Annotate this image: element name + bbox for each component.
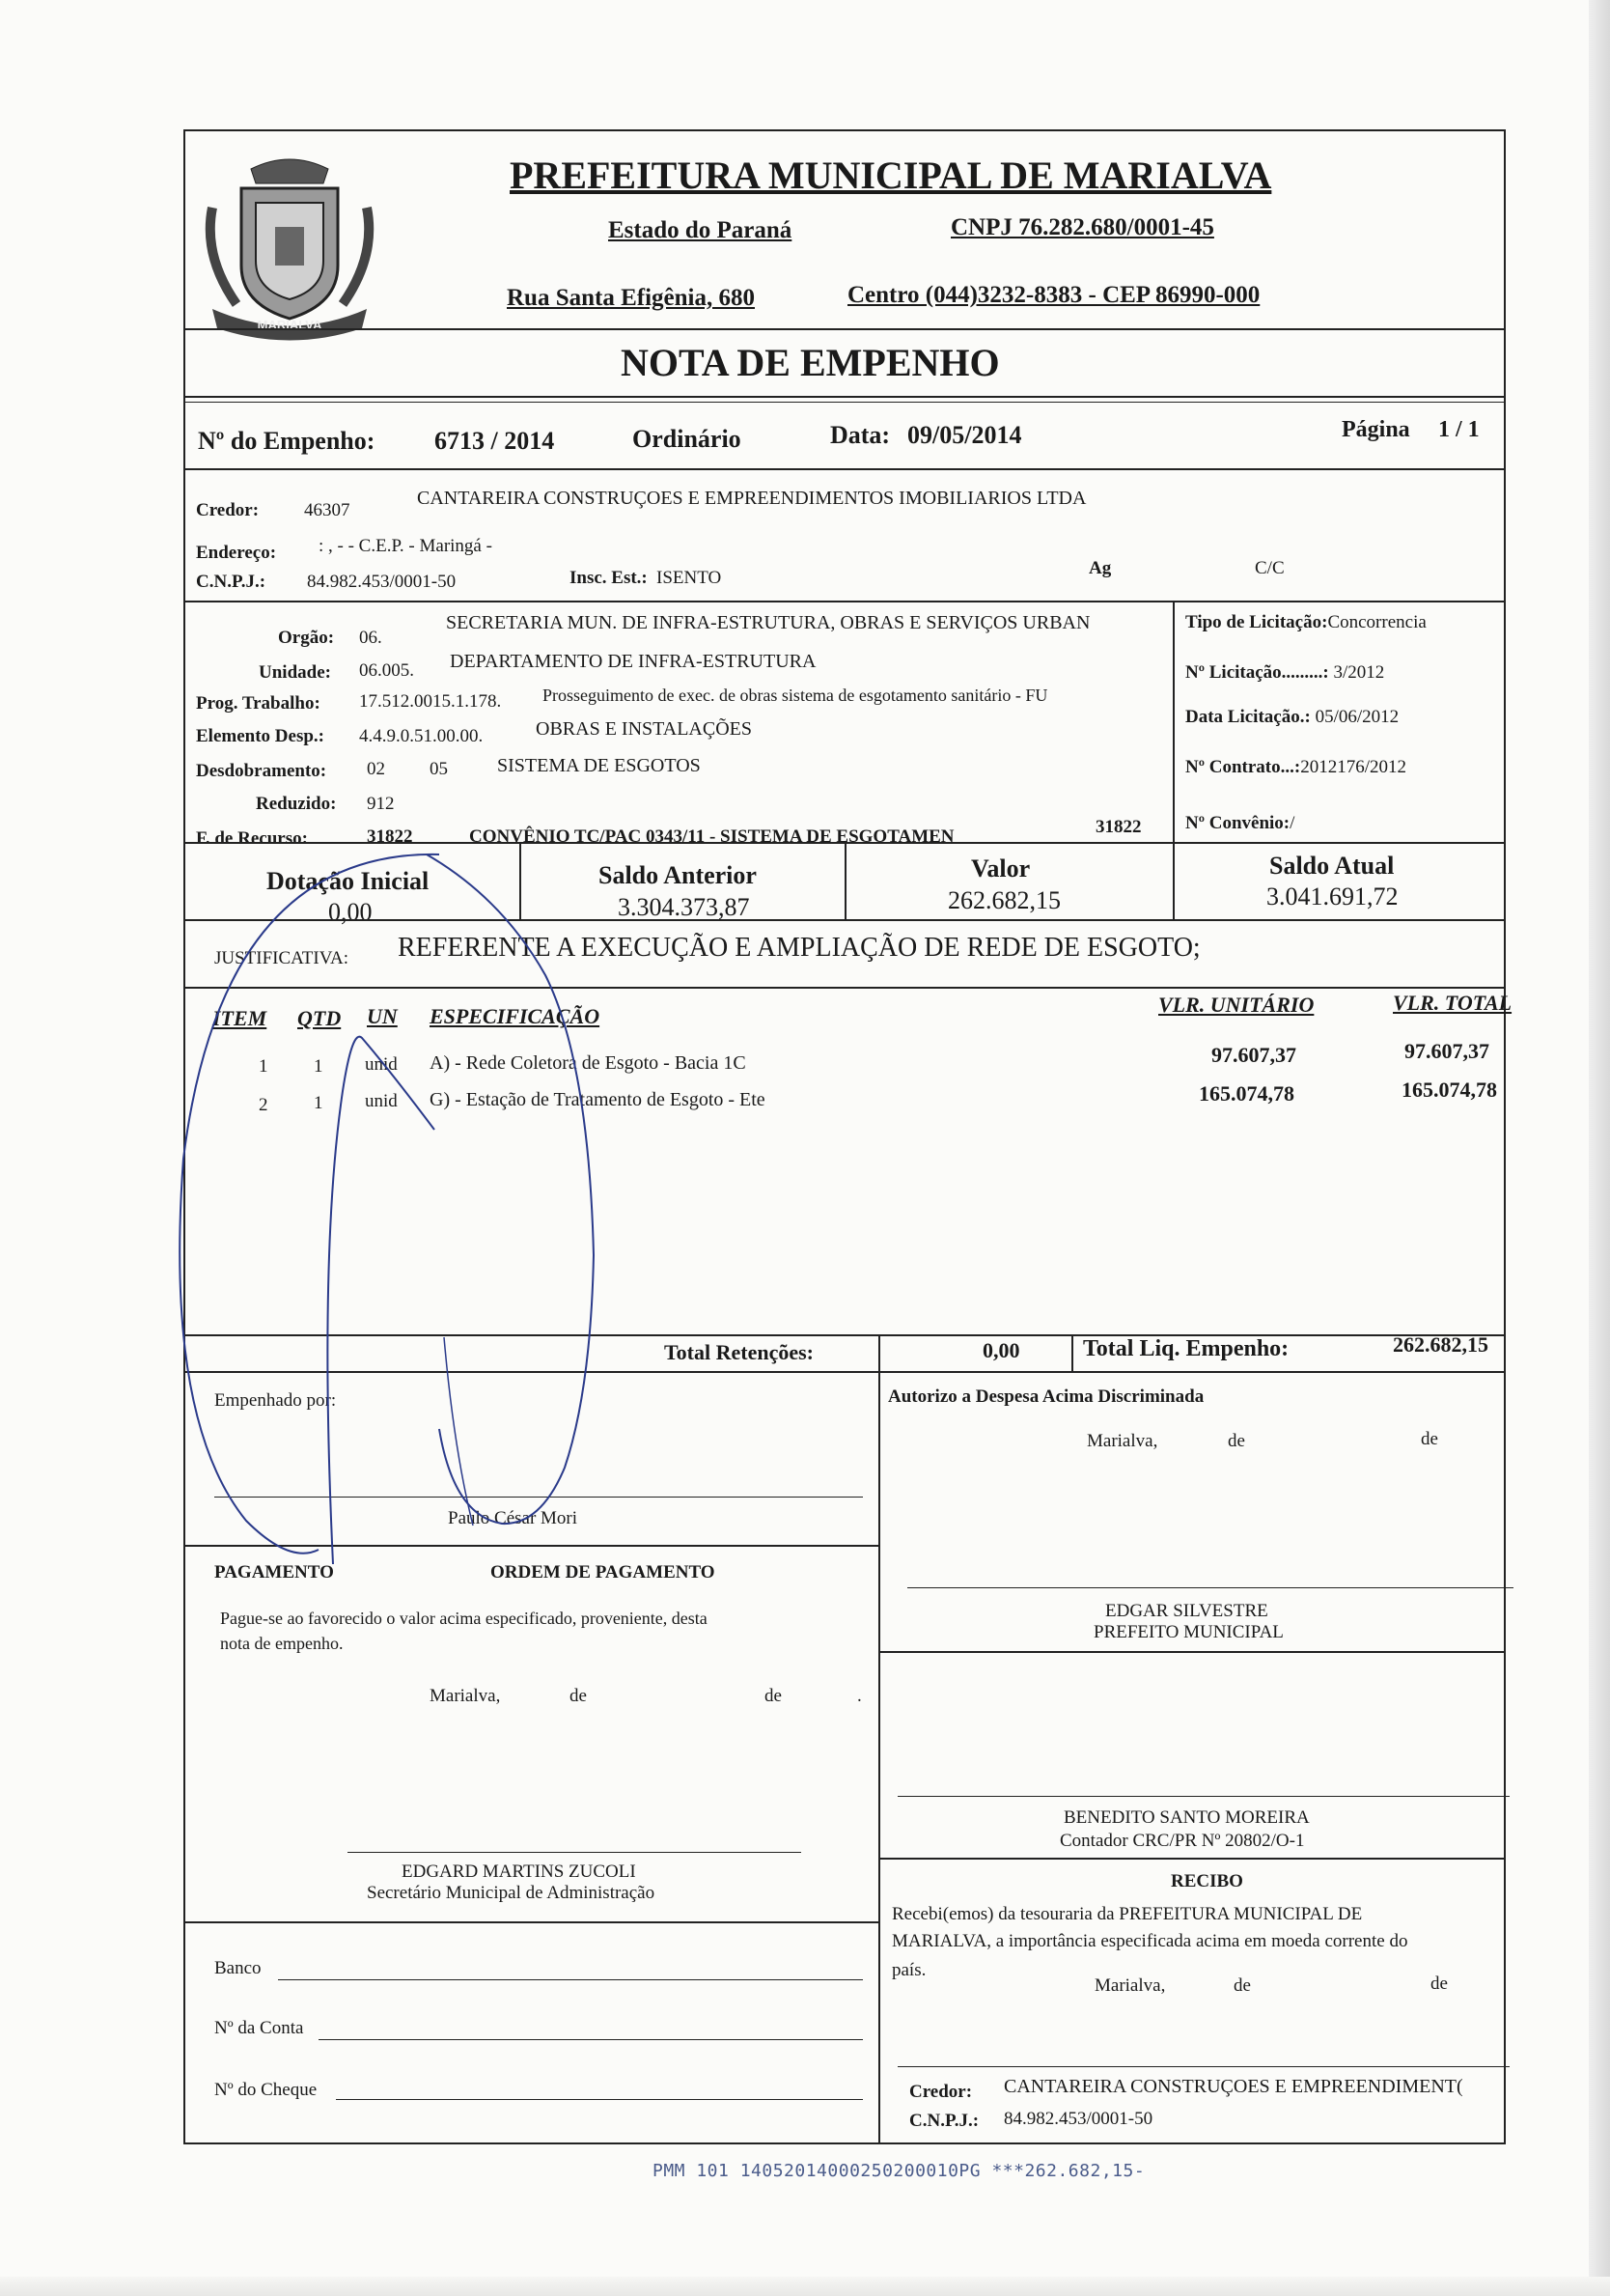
scan-edge-bottom xyxy=(0,2277,1610,2296)
divider xyxy=(183,328,1506,330)
item-qtd: 1 xyxy=(314,1093,323,1113)
divider xyxy=(845,842,847,919)
signature-line xyxy=(214,1497,863,1498)
insc-value: ISENTO xyxy=(656,568,722,588)
coat-of-arms-icon xyxy=(193,150,386,343)
item-un: unid xyxy=(365,1091,398,1111)
date-label: Data: xyxy=(830,421,891,449)
divider xyxy=(183,1545,878,1547)
scan-edge-right xyxy=(1589,0,1610,2296)
recurso-code-2: 31822 xyxy=(1096,817,1142,837)
total-liq-label: Total Liq. Empenho: xyxy=(1083,1336,1290,1361)
orgao-name: SECRETARIA MUN. DE INFRA-ESTRUTURA, OBRAS E SERVIÇOS URBAN xyxy=(446,612,1091,633)
footer-code: PMM 101 14052014000250200010PG ***262.682,15- xyxy=(652,2161,1146,2181)
unidade-code: 06.005. xyxy=(359,660,414,681)
conta-field[interactable] xyxy=(319,2039,863,2040)
contrato-label: Nº Contrato...: xyxy=(1185,757,1301,777)
saldo-atual-label: Saldo Atual xyxy=(1269,852,1395,880)
header-cnpj: CNPJ 76.282.680/0001-45 xyxy=(951,214,1214,240)
retencoes-value: 0,00 xyxy=(983,1338,1020,1362)
total-liq-value: 262.682,15 xyxy=(1393,1332,1488,1357)
data-licitacao xyxy=(1185,707,1399,728)
contador-role: Contador CRC/PR Nº 20802/O-1 xyxy=(1060,1831,1305,1851)
item-number: 1 xyxy=(259,1056,268,1077)
pagamento-text-1: Pague-se ao favorecido o valor acima especificado, proveniente, desta xyxy=(220,1609,708,1628)
pagamento-text-2: nota de empenho. xyxy=(220,1634,344,1653)
col-item: ITEM xyxy=(212,1006,267,1030)
recurso-name: CONVÊNIO TC/PAC 0343/11 - SISTEMA DE ESGOTAMEN xyxy=(469,826,955,847)
banco-label: Banco xyxy=(214,1958,262,1978)
prog-code: 17.512.0015.1.178. xyxy=(359,691,502,712)
divider xyxy=(183,987,1506,989)
credor-label: Credor: xyxy=(196,500,260,520)
col-qtd: QTD xyxy=(297,1006,342,1030)
convenio-value: / xyxy=(1290,813,1295,833)
pagamento-dot: . xyxy=(857,1686,862,1706)
cheque-label: Nº do Cheque xyxy=(214,2080,318,2100)
tipo-licitacao xyxy=(1185,612,1427,633)
empenhado-name: Paulo César Mori xyxy=(448,1508,578,1528)
item-unit-value: 97.607,37 xyxy=(1211,1043,1296,1067)
recibo-text-2: MARIALVA, a importância especificada acima em moeda corrente do xyxy=(892,1931,1408,1951)
endereco-label: Endereço: xyxy=(196,543,277,563)
recibo-city: Marialva, xyxy=(1095,1975,1166,1996)
empenho-number-label: Nº do Empenho: xyxy=(198,427,375,455)
saldo-atual-value: 3.041.691,72 xyxy=(1266,882,1399,910)
retencoes-label: Total Retenções: xyxy=(664,1340,814,1364)
col-especificacao: ESPECIFICAÇÃO xyxy=(430,1004,600,1028)
recibo-cnpj: 84.982.453/0001-50 xyxy=(1004,2109,1153,2129)
elemento-code: 4.4.9.0.51.00.00. xyxy=(359,726,484,746)
page-number: 1 / 1 xyxy=(1438,417,1480,442)
divider xyxy=(183,1921,878,1923)
num-licitacao-label: Nº Licitação.........: xyxy=(1185,662,1329,683)
pagamento-de-1: de xyxy=(569,1686,587,1706)
item-unit-value: 165.074,78 xyxy=(1199,1081,1294,1106)
prefeito-role: PREFEITO MUNICIPAL xyxy=(1094,1622,1284,1642)
recibo-cnpj-label: C.N.P.J.: xyxy=(909,2111,980,2131)
recibo-de-1: de xyxy=(1234,1975,1251,1996)
credor-name: CANTAREIRA CONSTRUÇOES E EMPREENDIMENTOS IMOBILIARIOS LTDA xyxy=(417,488,1087,509)
signature-line xyxy=(347,1852,801,1853)
ordem-pagamento-label: ORDEM DE PAGAMENTO xyxy=(490,1562,715,1582)
recurso-code: 31822 xyxy=(367,826,413,847)
prog-name: Prosseguimento de exec. de obras sistema de esgotamento sanitário - FU xyxy=(542,686,1048,705)
contrato-value: 2012176/2012 xyxy=(1300,757,1406,777)
empenho-number: 6713 / 2014 xyxy=(434,427,555,455)
item-especificacao: G) - Estação de Tratamento de Esgoto - Ete xyxy=(430,1089,765,1110)
elemento-label: Elemento Desp.: xyxy=(196,726,324,746)
nota-empenho-title: NOTA DE EMPENHO xyxy=(621,341,1000,384)
tipo-licitacao-value: Concorrencia xyxy=(1327,612,1427,632)
item-number: 2 xyxy=(259,1095,268,1115)
banco-field[interactable] xyxy=(278,1979,863,1980)
secretario-role: Secretário Municipal de Administração xyxy=(367,1883,655,1903)
justificativa-label: JUSTIFICATIVA: xyxy=(214,948,349,968)
contrato xyxy=(1185,757,1406,778)
col-un: UN xyxy=(367,1004,398,1028)
prefeitura-title: PREFEITURA MUNICIPAL DE MARIALVA xyxy=(510,154,1272,197)
item-un: unid xyxy=(365,1054,398,1075)
cnpj-label: C.N.P.J.: xyxy=(196,572,266,592)
header-address: Rua Santa Efigênia, 680 xyxy=(507,285,755,311)
divider xyxy=(878,1651,1506,1653)
credor-code: 46307 xyxy=(304,500,350,520)
empenho-type: Ordinário xyxy=(632,425,741,453)
item-qtd: 1 xyxy=(314,1056,323,1077)
cc-label: C/C xyxy=(1255,558,1285,578)
elemento-name: OBRAS E INSTALAÇÕES xyxy=(536,718,752,740)
item-especificacao: A) - Rede Coletora de Esgoto - Bacia 1C xyxy=(430,1052,746,1074)
desdob-label: Desdobramento: xyxy=(196,761,327,781)
valor-value: 262.682,15 xyxy=(948,886,1061,914)
num-licitacao-value: 3/2012 xyxy=(1333,662,1385,683)
secretario-name: EDGARD MARTINS ZUCOLI xyxy=(402,1862,636,1882)
autorizo-de-1: de xyxy=(1228,1431,1245,1451)
recibo-de-2: de xyxy=(1430,1974,1448,1994)
recibo-credor-label: Credor: xyxy=(909,2082,973,2102)
divider xyxy=(878,1334,880,1371)
unidade-name: DEPARTAMENTO DE INFRA-ESTRUTURA xyxy=(450,651,817,672)
desdob-code: 02 xyxy=(367,759,385,779)
autorizo-label: Autorizo a Despesa Acima Discriminada xyxy=(888,1386,1205,1407)
unidade-label: Unidade: xyxy=(259,662,331,683)
header-address-rest: Centro (044)3232-8383 - CEP 86990-000 xyxy=(847,282,1261,308)
divider xyxy=(1173,842,1175,919)
cheque-field[interactable] xyxy=(336,2099,863,2100)
col-vlr-total: VLR. TOTAL xyxy=(1393,991,1513,1015)
divider xyxy=(183,1371,1506,1373)
divider xyxy=(183,1334,1506,1336)
pagamento-de-2: de xyxy=(764,1686,782,1706)
signature-line xyxy=(898,2066,1510,2067)
divider xyxy=(183,919,1506,921)
signature-line xyxy=(898,1796,1510,1797)
divider xyxy=(878,1371,880,2144)
saldo-anterior-label: Saldo Anterior xyxy=(598,861,757,889)
justificativa-text: REFERENTE A EXECUÇÃO E AMPLIAÇÃO DE REDE DE ESGOTO; xyxy=(398,933,1201,963)
prefeito-name: EDGAR SILVESTRE xyxy=(1105,1601,1268,1621)
empenhado-label: Empenhado por: xyxy=(214,1390,337,1411)
page-label: Página xyxy=(1342,417,1410,442)
divider xyxy=(183,601,1506,602)
divider xyxy=(519,842,521,919)
recibo-text-3: país. xyxy=(892,1960,927,1980)
dotacao-value: 0,00 xyxy=(328,898,373,926)
svg-text:MARIALVA: MARIALVA xyxy=(257,318,322,332)
endereco-value: : , - - C.E.P. - Maringá - xyxy=(319,536,492,556)
tipo-licitacao-label: Tipo de Licitação: xyxy=(1185,612,1328,632)
col-vlr-unitario: VLR. UNITÁRIO xyxy=(1158,993,1315,1017)
convenio-label: Nº Convênio: xyxy=(1185,813,1291,833)
ag-label: Ag xyxy=(1089,558,1112,578)
convenio xyxy=(1185,813,1294,834)
reduzido-value: 912 xyxy=(367,794,395,814)
divider xyxy=(1173,601,1175,842)
num-licitacao xyxy=(1185,662,1384,684)
item-total-value: 165.074,78 xyxy=(1402,1078,1497,1102)
insc-label: Insc. Est.: xyxy=(569,568,648,588)
autorizo-city: Marialva, xyxy=(1087,1431,1158,1451)
divider xyxy=(183,396,1506,398)
divider xyxy=(878,1858,1506,1860)
recibo-credor-name: CANTAREIRA CONSTRUÇOES E EMPREENDIMENT( xyxy=(1004,2076,1463,2097)
item-total-value: 97.607,37 xyxy=(1404,1039,1489,1063)
pagamento-label: PAGAMENTO xyxy=(214,1562,334,1582)
dotacao-label: Dotação Inicial xyxy=(266,867,430,895)
saldo-anterior-value: 3.304.373,87 xyxy=(618,893,750,921)
recibo-label: RECIBO xyxy=(1171,1871,1243,1891)
divider xyxy=(1071,1334,1073,1371)
desdob-name: SISTEMA DE ESGOTOS xyxy=(497,755,701,776)
state-label: Estado do Paraná xyxy=(608,217,792,243)
data-licitacao-value: 05/06/2012 xyxy=(1315,707,1400,727)
reduzido-label: Reduzido: xyxy=(256,794,337,814)
prog-label: Prog. Trabalho: xyxy=(196,693,320,714)
signature-line xyxy=(907,1587,1513,1588)
orgao-label: Orgão: xyxy=(278,628,335,648)
valor-label: Valor xyxy=(971,854,1031,882)
conta-label: Nº da Conta xyxy=(214,2018,304,2038)
credor-cnpj: 84.982.453/0001-50 xyxy=(307,572,457,592)
orgao-code: 06. xyxy=(359,628,382,648)
empenho-date: 09/05/2014 xyxy=(907,421,1022,449)
contador-name: BENEDITO SANTO MOREIRA xyxy=(1064,1807,1310,1828)
recurso-label: F. de Recurso: xyxy=(196,828,308,849)
divider xyxy=(183,468,1506,470)
divider xyxy=(183,402,1506,403)
pagamento-city: Marialva, xyxy=(430,1686,501,1706)
desdob-sub: 05 xyxy=(430,759,448,779)
data-licitacao-label: Data Licitação.: xyxy=(1185,707,1311,727)
autorizo-de-2: de xyxy=(1421,1429,1438,1449)
recibo-text-1: Recebi(emos) da tesouraria da PREFEITURA MUNICIPAL DE xyxy=(892,1904,1363,1924)
